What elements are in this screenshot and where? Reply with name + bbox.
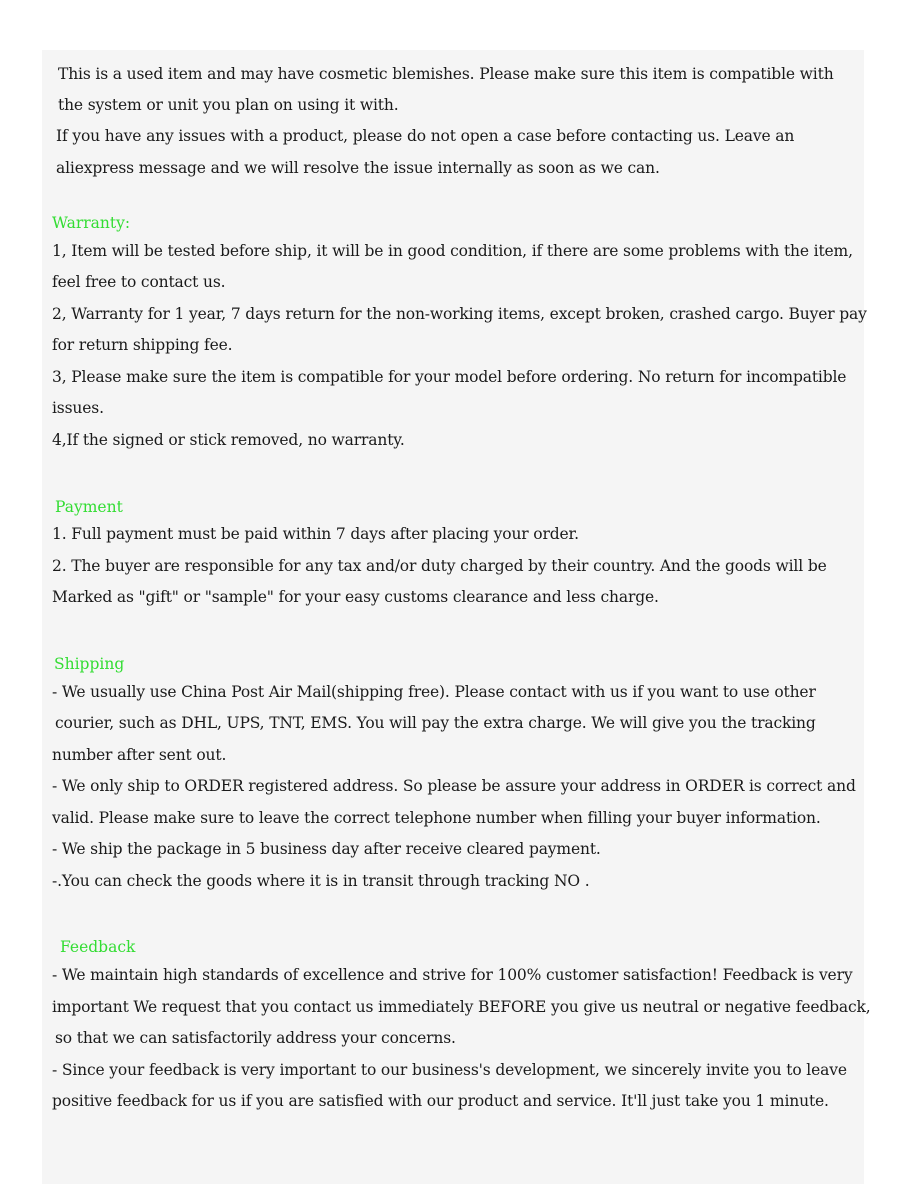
feedback-line: - We maintain high standards of excellence and strive for 100% customer satisfaction! Feedback is very (52, 966, 853, 984)
shipping-line: -.You can check the goods where it is in transit through tracking NO . (52, 872, 590, 890)
shipping-line: - We only ship to ORDER registered address. So please be assure your address in ORDER is correct and (52, 777, 856, 795)
notice-line-1: This is a used item and may have cosmetic blemishes. Please make sure this item is compatible with (58, 65, 834, 83)
payment-heading: Payment (55, 498, 123, 516)
notice-line-4: aliexpress message and we will resolve the issue internally as soon as we can. (56, 159, 660, 177)
shipping-line: courier, such as DHL, UPS, TNT, EMS. You will pay the extra charge. We will give you the tracking (55, 714, 816, 732)
feedback-heading: Feedback (60, 938, 136, 956)
shipping-heading: Shipping (54, 655, 125, 673)
payment-line: Marked as "gift" or "sample" for your easy customs clearance and less charge. (52, 588, 659, 606)
feedback-line: - Since your feedback is very important to our business's development, we sincerely invite you to leave (52, 1061, 847, 1079)
warranty-line: 2, Warranty for 1 year, 7 days return for the non-working items, except broken, crashed cargo. Buyer pay (52, 305, 867, 323)
notice-line-3: If you have any issues with a product, please do not open a case before contacting us. Leave an (56, 127, 795, 145)
warranty-line: 4,If the signed or stick removed, no warranty. (52, 431, 405, 449)
warranty-heading: Warranty: (52, 214, 131, 232)
payment-line: 2. The buyer are responsible for any tax and/or duty charged by their country. And the goods will be (52, 557, 827, 575)
shipping-line: number after sent out. (52, 746, 227, 764)
warranty-line: for return shipping fee. (52, 336, 233, 354)
shipping-line: valid. Please make sure to leave the correct telephone number when filling your buyer information. (52, 809, 821, 827)
warranty-line: feel free to contact us. (52, 273, 226, 291)
warranty-line: issues. (52, 399, 104, 417)
feedback-line: so that we can satisfactorily address your concerns. (55, 1029, 456, 1047)
warranty-line: 1, Item will be tested before ship, it will be in good condition, if there are some problems with the item, (52, 242, 853, 260)
shipping-line: - We ship the package in 5 business day after receive cleared payment. (52, 840, 601, 858)
notice-line-2: the system or unit you plan on using it with. (58, 96, 399, 114)
feedback-line: positive feedback for us if you are satisfied with our product and service. It'll just take you 1 minute. (52, 1092, 829, 1110)
shipping-line: - We usually use China Post Air Mail(shipping free). Please contact with us if you want to use other (52, 683, 816, 701)
feedback-line: important We request that you contact us immediately BEFORE you give us neutral or negative feedback, (52, 998, 871, 1016)
warranty-line: 3, Please make sure the item is compatible for your model before ordering. No return for incompatible (52, 368, 847, 386)
payment-line: 1. Full payment must be paid within 7 days after placing your order. (52, 525, 579, 543)
